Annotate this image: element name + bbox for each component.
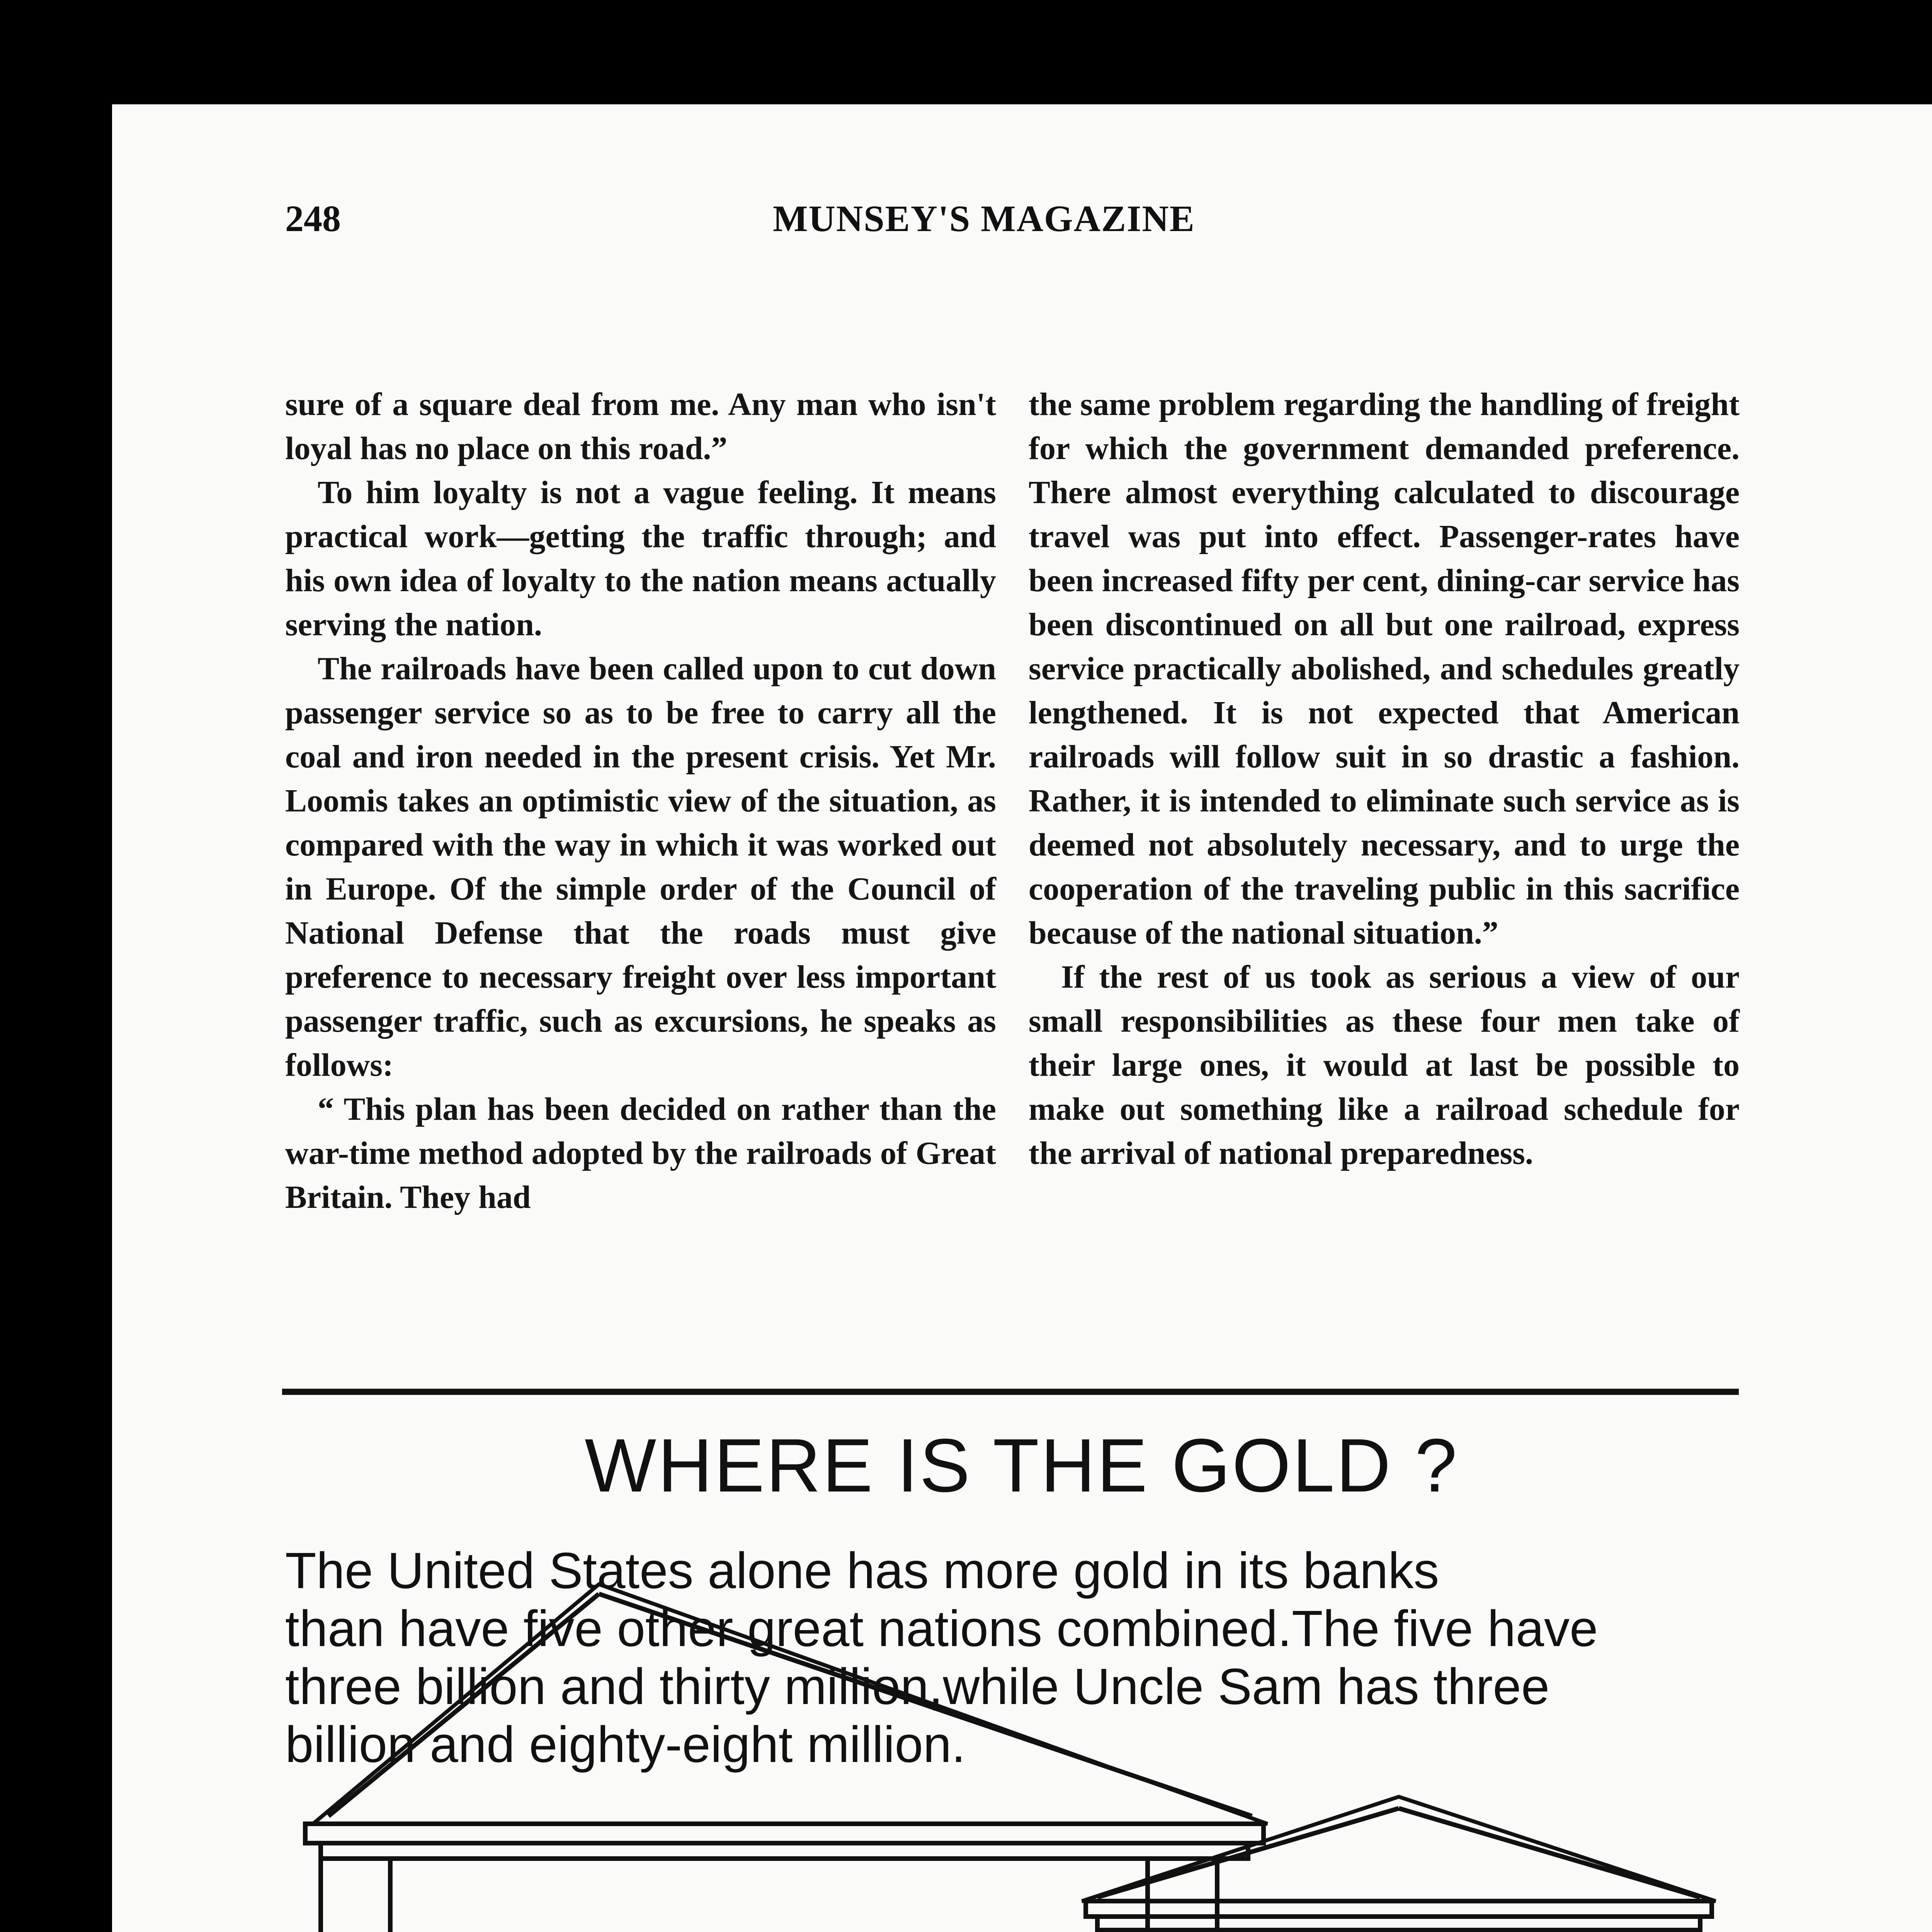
paragraph: If the rest of us took as serious a view of our small responsibilities as these four men take of their large ones, it would at last be possible to make out something like a railroad schedule for the arrival of national preparedness.	[1029, 959, 1740, 1171]
magazine-title: MUNSEY'S MAGAZINE	[773, 198, 1195, 239]
paragraph: The railroads have been called upon to cut down passenger service so as to be free to carry all the coal and iron needed in the present crisis. Yet Mr. Loomis takes an optimistic view of the situation, as compared with the way in which it was worked out in Europe. Of the simple order of the Council of National Defense that the roads must give preference to necessary freight over less important passenger traffic, such as excursions, he speaks as follows:	[285, 651, 996, 1083]
lead-line: The United States alone has more gold in its banks	[285, 1542, 1439, 1599]
page-number: 248	[285, 198, 341, 239]
paragraph: To him loyalty is not a vague feeling. It means practical work—getting the traffic through; and his own idea of loyalty to the nation means actually serving the nation.	[285, 474, 996, 643]
lead-line: billion and eighty-eight million.	[285, 1716, 966, 1773]
infographic-title: WHERE IS THE GOLD ?	[585, 1423, 1459, 1508]
lead-line: than have five other great nations combined.The five have	[285, 1600, 1598, 1657]
building-france	[1082, 1797, 1716, 1932]
paragraph: “ This plan has been decided on rather than the war-time method adopted by the railroads of Great Britain. They had	[285, 1091, 996, 1215]
paragraph: sure of a square deal from me. Any man who isn't loyal has no place on this road.”	[285, 386, 996, 466]
paragraph: the same problem regarding the handling of freight for which the government demanded preference. There almost everything calculated to discourage travel was put into effect. Passenger-rates have been increased fifty per cent, dining-car service has been discontinued on all but one railroad, express service practically abolished, and schedules greatly lengthened. It is not expected that American railroads will follow suit in so drastic a fashion. Rather, it is intended to eliminate such service as is deemed not absolutely necessary, and to urge the cooperation of the traveling public in this sacrifice because of the national situation.”	[1029, 386, 1740, 951]
lead-line: three billion and thirty million,while Uncle Sam has three	[285, 1658, 1550, 1715]
building-united-states	[298, 1584, 1267, 1932]
